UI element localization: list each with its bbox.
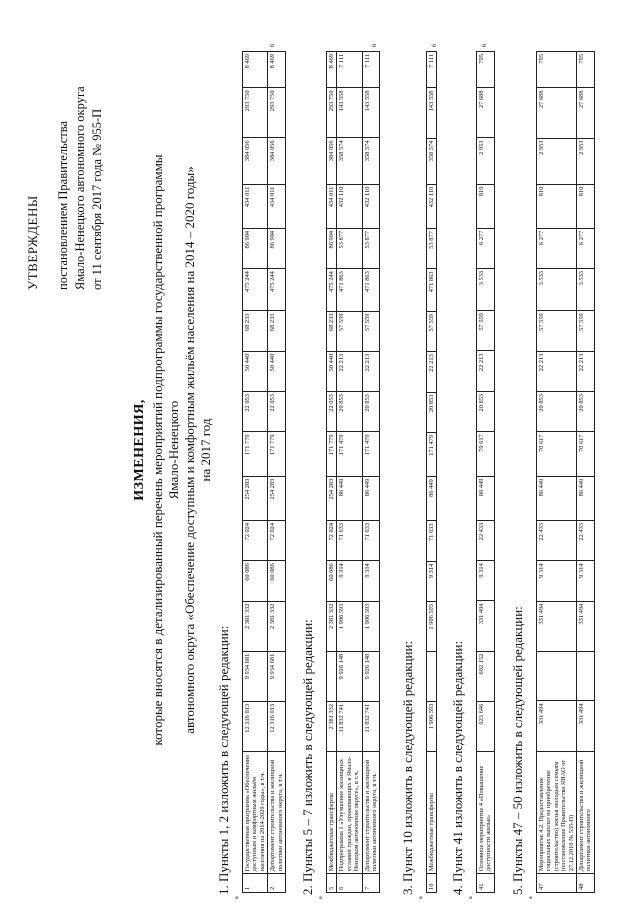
table-cell-value: 86 449 xyxy=(577,476,595,520)
table-cell-value: 171 779 xyxy=(327,432,337,476)
table-cell-value: 50 440 xyxy=(268,351,286,391)
table-cell-value: 358 574 xyxy=(427,138,437,184)
row-description: Департамент строительства и жилищной политики автономного xyxy=(577,751,595,874)
row-description: Межбюджетные трансферты xyxy=(327,752,337,874)
mark-b: б xyxy=(270,43,276,47)
row-description: Мероприятие 4.2. Предоставление социальных выплат на приобретение (строительство) жилья молодым семьям (постановление Правительства ЯНАО от 27.12.2010 № 535-П) xyxy=(537,751,577,874)
table-cell-value: 331 494 xyxy=(577,701,595,751)
table-cell-value: 60 086 xyxy=(243,561,268,601)
mark-a: а xyxy=(468,896,474,899)
table-cell-value: 22 213 xyxy=(577,351,595,391)
table-cell-value: 71 633 xyxy=(337,520,362,560)
table-cell-value: 60 086 xyxy=(268,561,286,601)
row-number: 2 xyxy=(268,874,286,893)
table-cell-value: 53 877 xyxy=(362,228,380,268)
table-row xyxy=(577,52,595,893)
table-cell-value: 1 906 593 xyxy=(427,602,437,652)
table-cell-value: 9 926 148 xyxy=(362,651,380,701)
table-cell-value: 358 574 xyxy=(362,138,380,184)
table-cell-value: 22 433 xyxy=(477,520,495,560)
table-cell-value: 171 479 xyxy=(362,432,380,476)
table-cell-value: 475 244 xyxy=(243,269,268,311)
table-cell-value: 8 469 xyxy=(243,52,268,88)
table-cell-value: 22 213 xyxy=(537,351,577,391)
table-cell-value: 20 853 xyxy=(362,392,380,432)
table-cell-value: 331 494 xyxy=(537,701,577,751)
row-description: Департамент строительства и жилищной политики автономного округа, в т.ч. xyxy=(268,752,286,874)
section-5-heading: 5. Пункты 47 – 50 изложить в следующей редакции: xyxy=(510,606,525,895)
table-cell-value: 471 863 xyxy=(337,269,362,311)
mark-b: б xyxy=(482,43,488,47)
approval-line-1: постановлением Правительства xyxy=(56,120,70,290)
table-cell-value: 1 906 593 xyxy=(362,601,380,651)
row-number: 1 xyxy=(243,874,268,893)
table-cell-value: 71 633 xyxy=(362,520,380,560)
approval-line-2: Ямало-Ненецкого автономного округа xyxy=(73,86,87,290)
table-cell-value: 293 750 xyxy=(268,88,286,138)
table-cell-value: 795 xyxy=(477,52,495,88)
table-cell-value: 143 558 xyxy=(427,88,437,138)
table-cell-value: 171 779 xyxy=(243,432,268,476)
table-row xyxy=(327,52,337,893)
table-cell-value: 86 449 xyxy=(537,476,577,520)
table-cell-value: 2 381 332 xyxy=(243,601,268,651)
table-cell-value: 50 440 xyxy=(327,351,337,391)
table-cell-value: 22 053 xyxy=(243,392,268,432)
section-4-heading: 4. Пункт 41 изложить в следующей редакции: xyxy=(450,640,465,895)
table-cell-value: 22 433 xyxy=(537,521,577,561)
table-cell-value: 9 314 xyxy=(477,561,495,601)
table-cell-value: 72 024 xyxy=(327,520,337,560)
table-cell-value: 20 853 xyxy=(577,392,595,432)
table-cell-value: 60 086 xyxy=(327,561,337,601)
table-cell-value: 2 953 xyxy=(577,138,595,184)
table-cell-value: 7 111 xyxy=(427,52,437,88)
row-number: 41 xyxy=(477,874,495,893)
title-main: ИЗМЕНЕНИЯ, xyxy=(132,399,147,501)
section-4-table xyxy=(476,51,495,893)
table-cell-value: 432 110 xyxy=(362,184,380,228)
mark-b: б xyxy=(432,43,438,47)
table-cell-value: 434 011 xyxy=(327,184,337,228)
section-2-table xyxy=(326,51,380,893)
table-cell-value: 143 558 xyxy=(362,88,380,138)
table-cell-value: 331 494 xyxy=(477,601,495,651)
table-cell-value: 331 494 xyxy=(577,601,595,651)
table-cell-value: 602 152 xyxy=(477,651,495,701)
approval-line-3: от 11 сентября 2017 года № 955-П xyxy=(90,108,104,290)
table-cell-value: 12 316 013 xyxy=(243,701,268,751)
table-cell-value: 358 574 xyxy=(337,138,362,184)
document-title xyxy=(132,145,214,755)
title-line-3: на 2017 год xyxy=(198,418,213,482)
table-row xyxy=(427,52,437,893)
table-cell-value: 68 233 xyxy=(327,311,337,351)
table-cell-value: 11 832 741 xyxy=(337,701,362,751)
table-cell-value: 384 056 xyxy=(327,138,337,184)
table-cell-value: 432 110 xyxy=(427,184,437,228)
table-cell-value: 471 863 xyxy=(427,269,437,311)
table-cell-value: 86 449 xyxy=(337,476,362,520)
table-cell-value: 171 479 xyxy=(337,432,362,476)
row-number: 10 xyxy=(427,874,437,893)
table-cell-value: 9 314 xyxy=(537,561,577,601)
table-cell-value: 70 617 xyxy=(477,432,495,476)
table-cell-value: 2 381 332 xyxy=(327,701,337,751)
mark-a: а xyxy=(418,896,424,899)
table-cell-value: 11 832 741 xyxy=(362,701,380,751)
table-cell-value: 331 494 xyxy=(537,601,577,651)
table-row xyxy=(337,52,362,893)
table-cell-value: 2 381 332 xyxy=(327,601,337,651)
table-cell-value: 20 853 xyxy=(477,391,495,431)
table-cell-value: 434 011 xyxy=(268,184,286,228)
table-cell-value: 6 277 xyxy=(537,228,577,268)
row-number: 47 xyxy=(537,874,577,893)
table-cell-value: 20 853 xyxy=(427,392,437,432)
mark-b: б xyxy=(372,43,378,47)
section-1-table xyxy=(242,51,286,893)
mark-a: а xyxy=(528,896,534,899)
table-cell-value: 57 559 xyxy=(577,311,595,351)
table-cell-value: 8 469 xyxy=(327,52,337,88)
table-cell-value: 68 233 xyxy=(268,311,286,351)
table-cell-value: 86 449 xyxy=(477,476,495,520)
table-cell-value: 57 559 xyxy=(427,311,437,351)
table-cell-value: 22 213 xyxy=(337,351,362,391)
table-cell-value: 293 750 xyxy=(243,88,268,138)
table-cell-value: 57 559 xyxy=(362,311,380,351)
table-cell-value: 22 053 xyxy=(268,392,286,432)
table-cell-value: 22 213 xyxy=(477,351,495,391)
table-cell-value: 795 xyxy=(537,52,577,88)
table-row xyxy=(477,52,495,893)
table-row xyxy=(362,52,380,893)
table-cell-value: 143 558 xyxy=(337,88,362,138)
table-cell-value: 7 111 xyxy=(337,52,362,88)
table-cell-value: 70 617 xyxy=(537,432,577,476)
mark-a: а xyxy=(234,896,240,899)
table-cell-value: 2 953 xyxy=(477,138,495,184)
table-cell-value: 70 617 xyxy=(577,432,595,476)
row-description: Подпрограмма 1 «Улучшение жилищных условий граждан, проживающих в Ямало-Ненецком автономном округе», в т.ч. xyxy=(337,752,362,874)
section-5-table xyxy=(536,51,595,893)
table-cell-value: 8 469 xyxy=(268,52,286,88)
table-cell-value: 1 906 593 xyxy=(427,701,437,751)
table-cell-value xyxy=(327,651,337,701)
row-number: 6 xyxy=(337,874,362,893)
table-cell-value: 432 110 xyxy=(337,184,362,228)
table-cell-value: 22 213 xyxy=(362,351,380,391)
table-cell-value: 3 533 xyxy=(477,268,495,310)
table-cell-value: 72 024 xyxy=(268,520,286,560)
table-cell-value: 9 314 xyxy=(337,561,362,601)
table-cell-value: 86 449 xyxy=(427,477,437,521)
table-cell-value: 2 381 332 xyxy=(268,601,286,651)
table-cell-value: 86 904 xyxy=(243,228,268,268)
table-cell-value: 475 244 xyxy=(327,269,337,311)
row-number: 5 xyxy=(327,874,337,893)
section-3-heading: 3. Пункт 10 изложить в следующей редакции: xyxy=(400,640,415,895)
table-cell-value: 20 853 xyxy=(537,392,577,432)
table-cell-value: 86 904 xyxy=(268,228,286,268)
table-cell-value: 53 877 xyxy=(427,229,437,269)
table-cell-value: 384 056 xyxy=(268,138,286,184)
table-cell-value: 6 277 xyxy=(577,228,595,268)
row-number: 48 xyxy=(577,874,595,893)
table-cell-value: 57 559 xyxy=(337,311,362,351)
table-row xyxy=(243,52,268,893)
table-cell-value: 12 316 013 xyxy=(268,701,286,751)
table-cell-value: 471 863 xyxy=(362,269,380,311)
table-cell-value: 810 xyxy=(477,184,495,228)
table-cell-value: 6 277 xyxy=(477,228,495,268)
title-line-1: которые вносятся в детализированный перечень мероприятий подпрограммы государственной программы Ямало-Ненецкого xyxy=(150,154,181,746)
table-cell-value: 53 877 xyxy=(337,228,362,268)
table-cell-value: 27 688 xyxy=(537,88,577,138)
table-cell-value: 9 314 xyxy=(577,561,595,601)
table-row xyxy=(537,52,577,893)
table-cell-value: 9 934 681 xyxy=(268,651,286,701)
table-cell-value: 22 053 xyxy=(327,392,337,432)
row-description: Основное мероприятие 4 «Повышение доступности жилья» xyxy=(477,752,495,874)
table-cell-value: 3 533 xyxy=(577,269,595,311)
table-cell-value xyxy=(427,652,437,701)
table-cell-value: 71 633 xyxy=(427,521,437,561)
table-cell-value: 171 779 xyxy=(268,432,286,476)
table-cell-value: 86 904 xyxy=(327,228,337,268)
table-cell-value xyxy=(537,651,577,701)
table-cell-value: 3 533 xyxy=(537,269,577,311)
row-description: Межбюджетные трансферты xyxy=(427,751,437,873)
table-cell-value: 68 233 xyxy=(243,311,268,351)
table-cell-value: 27 688 xyxy=(477,88,495,138)
row-number: 7 xyxy=(362,874,380,893)
table-cell-value: 810 xyxy=(537,184,577,228)
table-cell-value: 27 688 xyxy=(577,88,595,138)
section-1-heading: 1. Пункты 1, 2 изложить в следующей редакции: xyxy=(216,625,231,895)
table-cell-value: 9 926 148 xyxy=(337,651,362,701)
table-cell-value: 434 011 xyxy=(243,184,268,228)
table-cell-value: 22 433 xyxy=(577,521,595,561)
section-2-heading: 2. Пункты 5 – 7 изложить в следующей редакции: xyxy=(300,619,315,895)
table-cell-value: 57 559 xyxy=(537,311,577,351)
approval-stamp xyxy=(24,40,106,290)
approval-heading: УТВЕРЖДЕНЫ xyxy=(25,195,40,290)
table-cell-value: 72 024 xyxy=(243,520,268,560)
table-row xyxy=(268,52,286,893)
table-cell-value: 254 283 xyxy=(243,476,268,520)
table-cell-value: 810 xyxy=(577,184,595,228)
table-cell-value: 7 111 xyxy=(362,52,380,88)
table-cell-value: 923 646 xyxy=(477,701,495,751)
table-cell-value: 9 314 xyxy=(427,561,437,601)
table-cell-value: 86 449 xyxy=(362,476,380,520)
table-cell-value xyxy=(577,651,595,701)
row-description: Департамент строительства и жилищной политики автономного округа, в т.ч. xyxy=(362,752,380,874)
mark-a: а xyxy=(318,896,324,899)
row-description: Государственная программа «Обеспечение доступным и комфортным жильём населения на 2014-2020 годы», в т.ч. xyxy=(243,752,268,874)
table-cell-value: 254 283 xyxy=(268,476,286,520)
table-cell-value: 2 953 xyxy=(537,138,577,184)
table-cell-value: 171 479 xyxy=(427,432,437,476)
table-cell-value: 795 xyxy=(577,52,595,88)
table-cell-value: 22 213 xyxy=(427,352,437,392)
table-cell-value: 20 853 xyxy=(337,392,362,432)
title-line-2: автономного округа «Обеспечение доступным и комфортным жильём населения на 2014 – 2020 годы» xyxy=(182,166,197,734)
table-cell-value: 50 440 xyxy=(243,351,268,391)
section-3-table xyxy=(426,51,437,893)
table-cell-value: 475 244 xyxy=(268,269,286,311)
table-cell-value: 293 750 xyxy=(327,88,337,138)
table-cell-value: 384 056 xyxy=(243,138,268,184)
table-cell-value: 1 906 593 xyxy=(337,601,362,651)
table-cell-value: 9 934 681 xyxy=(243,651,268,701)
table-cell-value: 9 314 xyxy=(362,561,380,601)
table-cell-value: 254 283 xyxy=(327,476,337,520)
table-cell-value: 57 559 xyxy=(477,311,495,351)
